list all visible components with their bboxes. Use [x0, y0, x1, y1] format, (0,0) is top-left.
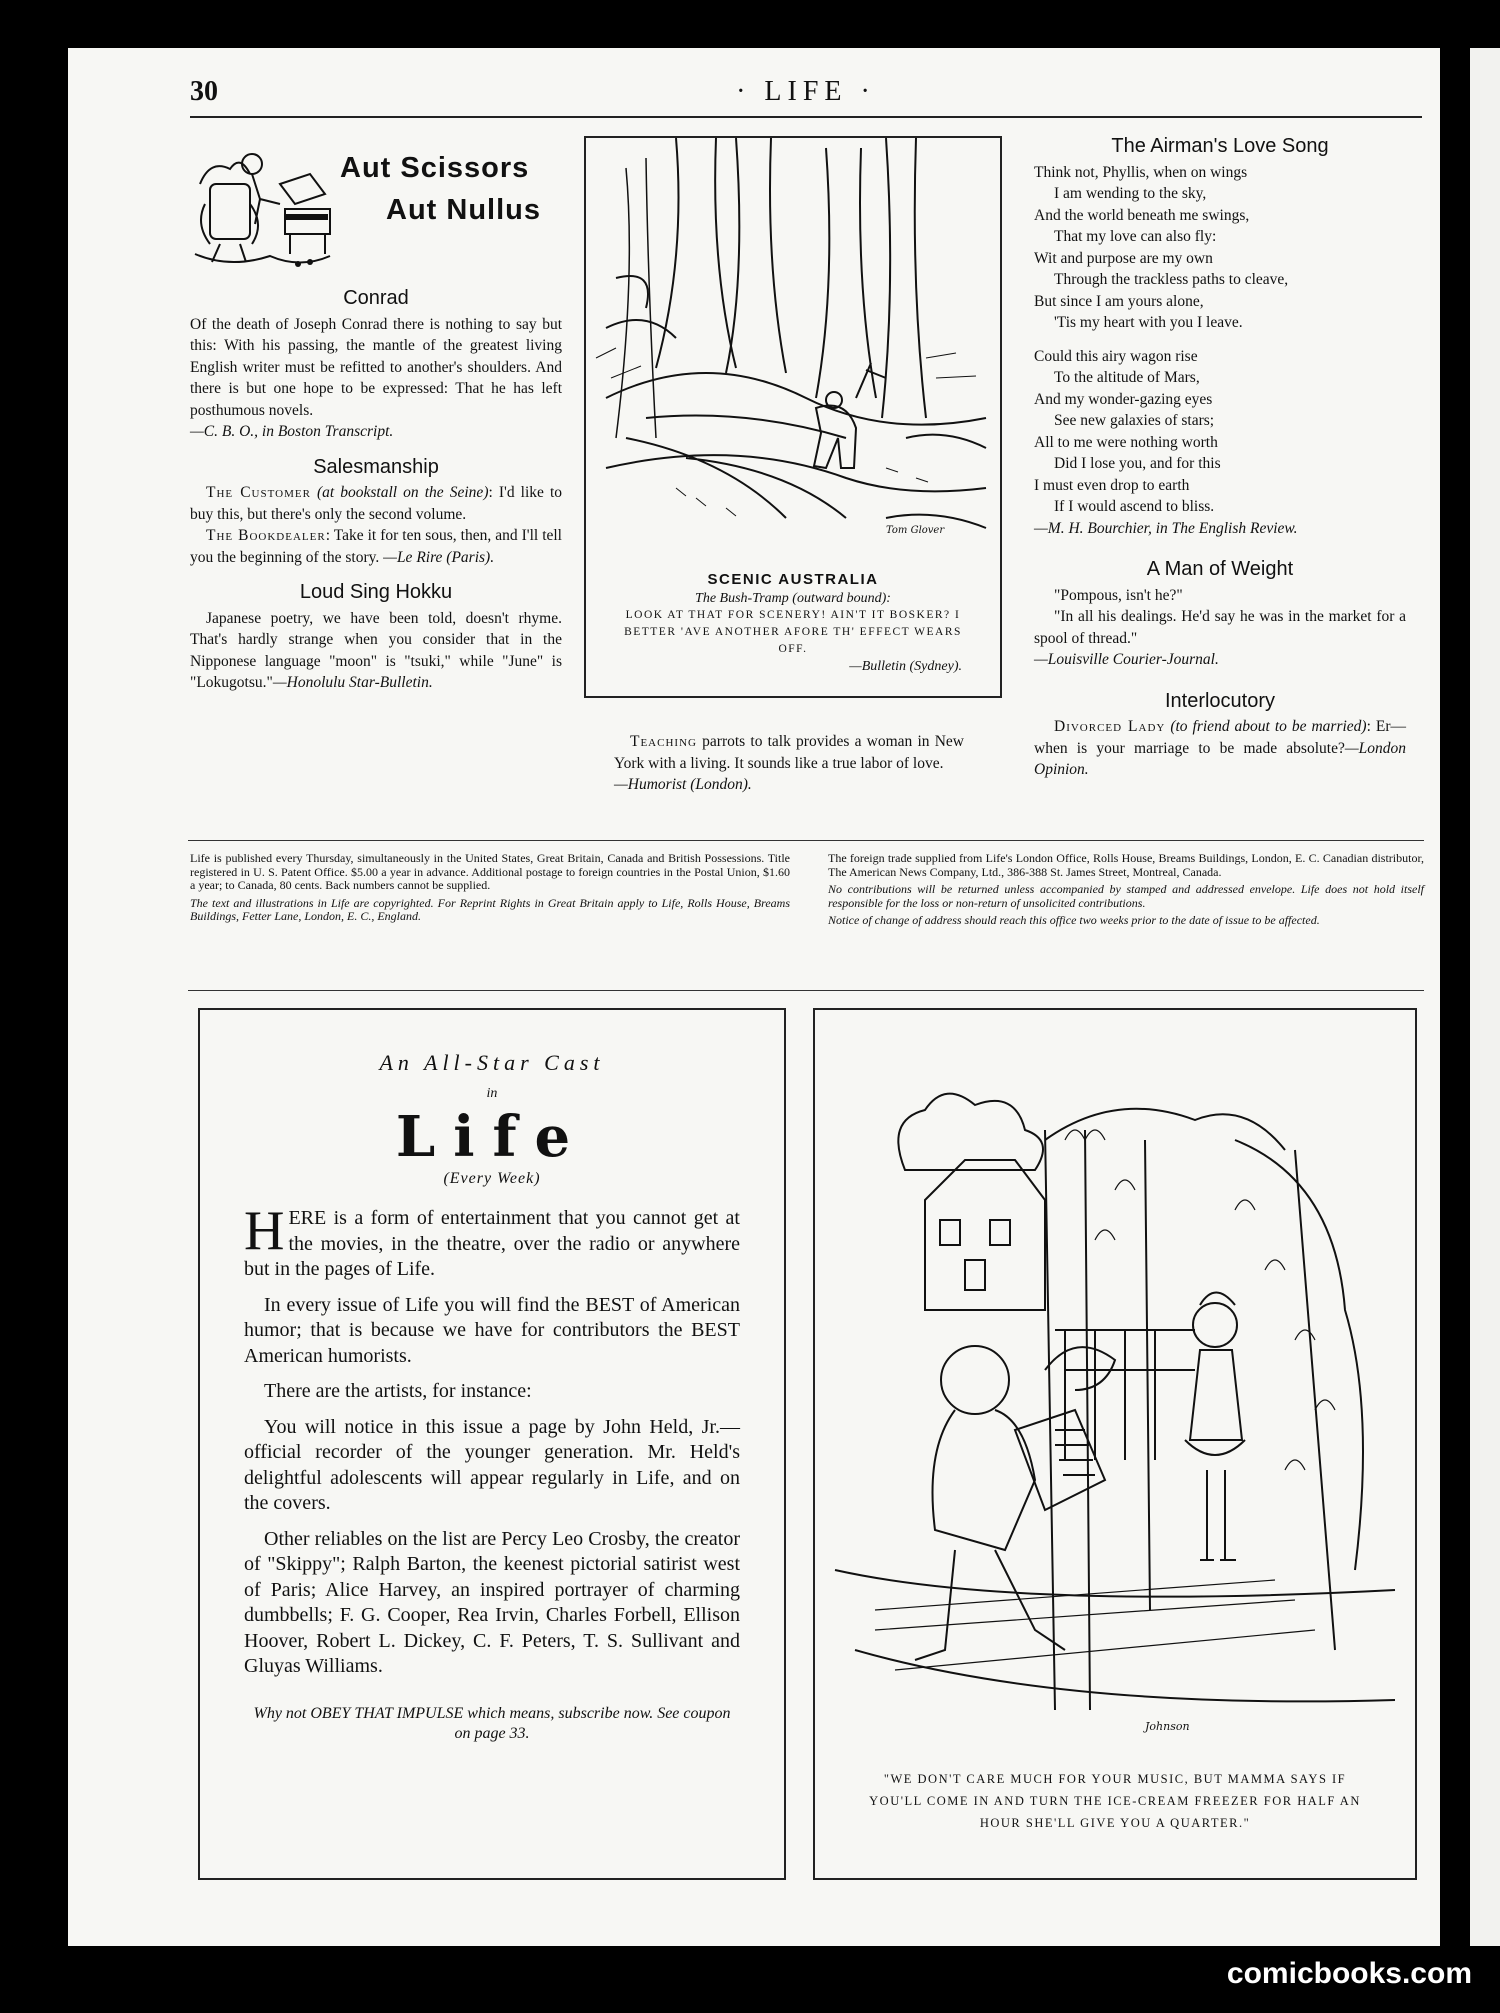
- parrots-item: [614, 731, 964, 796]
- magazine-page: [68, 48, 1440, 1946]
- ad-body: [244, 1200, 740, 1680]
- conrad-text: Of the death of Joseph Conrad there is nothing to say but this: With his passing, the mantle of the greatest living English writer must be refitted to another's shoulders. And there is but one hope to be expressed: That he has left posthumous novels.: [190, 315, 562, 419]
- ad-paragraph-3: There are the artists, for instance:: [264, 1380, 532, 1402]
- poem-line: All to me were nothing worth: [1034, 433, 1218, 451]
- right-column: [1034, 136, 1406, 781]
- interlocutory-heading: Interlocutory: [1164, 689, 1276, 712]
- ad-every-week: (Every Week): [443, 1170, 541, 1187]
- left-column: [190, 144, 562, 694]
- salesmanship-line1: The Customer (at bookstall on the Seine): I'd like to buy this, but there's only the second volume.: [190, 484, 563, 523]
- hokku-heading: Loud Sing Hokku: [299, 581, 453, 603]
- site-watermark: comicbooks.com: [1226, 1957, 1472, 1990]
- poem-line: To the altitude of Mars,: [1054, 369, 1200, 386]
- airman-stanza-1: [1034, 162, 1406, 334]
- ad-paragraph-5: Other reliables on the list are Percy Leo Crosby, the creator of "Skippy"; Ralph Barton, the keenest pictorial satirist west of Paris; Alice Harvey, an inspired portrayer of charming dumbbells; F. G. Cooper, Rea Irvin, Charles Forbell, Ellison Hoover, Robert L. Dickey, C. F. Peters, T. S. Sullivant and Gluyas Williams.: [244, 1527, 740, 1677]
- publication-info-right: [828, 852, 1424, 932]
- ad-paragraph-4: You will notice in this issue a page by John Held, Jr.—official recorder of the younger generation. Mr. Held's delightful adolescents will appear regularly in Life, and on the covers.: [244, 1415, 740, 1514]
- organ-grinder-illustration: [815, 1010, 1415, 1750]
- parrots-text: Teaching parrots to talk provides a woman in New York with a living. It sounds like a true labor of love.: [614, 733, 964, 772]
- masthead-line1: Aut Scissors: [340, 152, 530, 184]
- weight-line2: "In all his dealings. He'd say he was in the market for a spool of thread.": [1034, 608, 1406, 647]
- page-number: 30: [190, 76, 218, 107]
- weight-attribution: —Louisville Courier-Journal.: [1034, 651, 1219, 668]
- conrad-heading: Conrad: [343, 287, 409, 309]
- ad-paragraph-2: In every issue of Life you will find the BEST of American humor; that is because we have for contributors the BEST American humorists.: [244, 1293, 740, 1367]
- scenic-australia-caption: [586, 563, 1000, 675]
- bush-tramp-artist-signature: Tom Glover: [886, 525, 945, 536]
- ad-paragraph-1: HERE is a form of entertainment that you cannot get at the movies, in the theatre, over the radio or anywhere but in the pages of Life.: [244, 1200, 740, 1280]
- life-logo: Life: [395, 1104, 589, 1170]
- organ-grinder-caption: "WE DON'T CARE MUCH FOR YOUR MUSIC, BUT MAMMA SAYS IF YOU'LL COME IN AND TURN THE ICE-CREAM FREEZER FOR HALF AN HOUR SHE'LL GIVE YOU A QUARTER.": [869, 1772, 1361, 1830]
- cartoon-speaker: The Bush-Tramp (outward bound):: [695, 591, 891, 606]
- info-bottom-rule: [188, 990, 1424, 991]
- bush-tramp-illustration: [586, 138, 1000, 558]
- contributions-notice: No contributions will be returned unless accompanied by stamped and addressed envelope. Life does not hold itself responsible for the loss or non-return of unsolicited contributions.: [828, 882, 1424, 910]
- hokku-text: Japanese poetry, we have been told, doesn't rhyme. That's hardly strange when you consider that in the Nipponese language "moon" is "tsuki," while "June" is "Lokugotsu."—Honolulu Star-Bulletin.: [190, 609, 562, 691]
- poem-line: 'Tis my heart with you I leave.: [1054, 314, 1243, 331]
- poem-line: Did I lose you, and for this: [1054, 455, 1221, 472]
- column-masthead: [190, 144, 562, 274]
- publication-notice: Life is published every Thursday, simultaneously in the United States, Great Britain, Canada and British Possessions. Title registered in U. S. Patent Office. $5.00 a year in advance. Additional postage to foreign countries in the Postal Union, $1.60 a year; to Canada, 80 cents. Back numbers cannot be supplied.: [190, 851, 790, 892]
- cartoon-title: SCENIC AUSTRALIA: [707, 571, 879, 588]
- ad-in: in: [486, 1086, 498, 1101]
- poem-line: That my love can also fly:: [1054, 228, 1217, 245]
- poem-line: Through the trackless paths to cleave,: [1054, 271, 1289, 288]
- salesmanship-line2: The Bookdealer: Take it for ten sous, then, and I'll tell you the beginning of the story. —Le Rire (Paris).: [190, 527, 562, 566]
- weight-line1: "Pompous, isn't he?": [1054, 586, 1183, 604]
- poem-line: And my wonder-gazing eyes: [1034, 390, 1213, 408]
- address-change-notice: Notice of change of address should reach this office two weeks prior to the date of issue to be affected.: [828, 913, 1320, 927]
- magazine-title: · LIFE ·: [736, 76, 876, 107]
- poem-line: If I would ascend to bliss.: [1054, 498, 1215, 515]
- poem-line: Wit and purpose are my own: [1034, 249, 1213, 267]
- airman-stanza-2: [1034, 346, 1406, 518]
- poem-line: And the world beneath me swings,: [1034, 206, 1250, 224]
- poem-line: See new galaxies of stars;: [1054, 412, 1215, 429]
- poem-line: Think not, Phyllis, when on wings: [1034, 163, 1248, 181]
- info-top-rule: [188, 840, 1424, 841]
- scenic-australia-cartoon: [584, 136, 1002, 698]
- publication-info-left: [190, 852, 790, 928]
- airman-heading: The Airman's Love Song: [1111, 135, 1329, 157]
- masthead-line2: Aut Nullus: [386, 194, 541, 226]
- copyright-notice: The text and illustrations in Life are copyrighted. For Reprint Rights in Great Britain apply to Life, Rolls House, Breams Buildings, Fetter Lane, London, E. C., England.: [190, 895, 790, 923]
- interlocutory-text: Divorced Lady (to friend about to be married): Er—when is your marriage to be made absolute?—London Opinion.: [1034, 718, 1406, 778]
- facing-page-edge: [1470, 48, 1500, 1946]
- ad-subscribe-note: Why not OBEY THAT IMPULSE which means, subscribe now. See coupon on page 33.: [253, 1704, 731, 1742]
- poem-line: I am wending to the sky,: [1054, 185, 1207, 202]
- all-star-cast-ad: [198, 1008, 786, 1880]
- parrots-attribution: —Humorist (London).: [614, 776, 752, 793]
- organ-grinder-cartoon: [813, 1008, 1417, 1880]
- cartoon-speech: LOOK AT THAT FOR SCENERY! AIN'T IT BOSKER? I BETTER 'AVE ANOTHER AFORE TH' EFFECT WEARS OFF.: [624, 609, 962, 655]
- conrad-attribution: —C. B. O., in Boston Transcript.: [190, 423, 394, 440]
- poem-line: But since I am yours alone,: [1034, 292, 1204, 310]
- distribution-notice: The foreign trade supplied from Life's London Office, Rolls House, Breams Buildings, London, E. C. Canadian distributor, The American News Company, Ltd., 386-388 St. James Street, Montreal, Canada.: [828, 851, 1424, 879]
- reader-chair-illustration: [190, 144, 340, 274]
- cartoon-attribution: —Bulletin (Sydney).: [849, 659, 962, 674]
- airman-attribution: —M. H. Bourchier, in The English Review.: [1034, 519, 1298, 537]
- ad-headline: An All-Star Cast: [379, 1050, 605, 1075]
- weight-heading: A Man of Weight: [1146, 558, 1294, 580]
- page-header: [190, 72, 1422, 118]
- salesmanship-heading: Salesmanship: [313, 455, 439, 478]
- poem-line: Could this airy wagon rise: [1034, 347, 1198, 365]
- organ-grinder-artist-signature: Johnson: [1145, 1720, 1190, 1733]
- poem-line: I must even drop to earth: [1034, 476, 1190, 494]
